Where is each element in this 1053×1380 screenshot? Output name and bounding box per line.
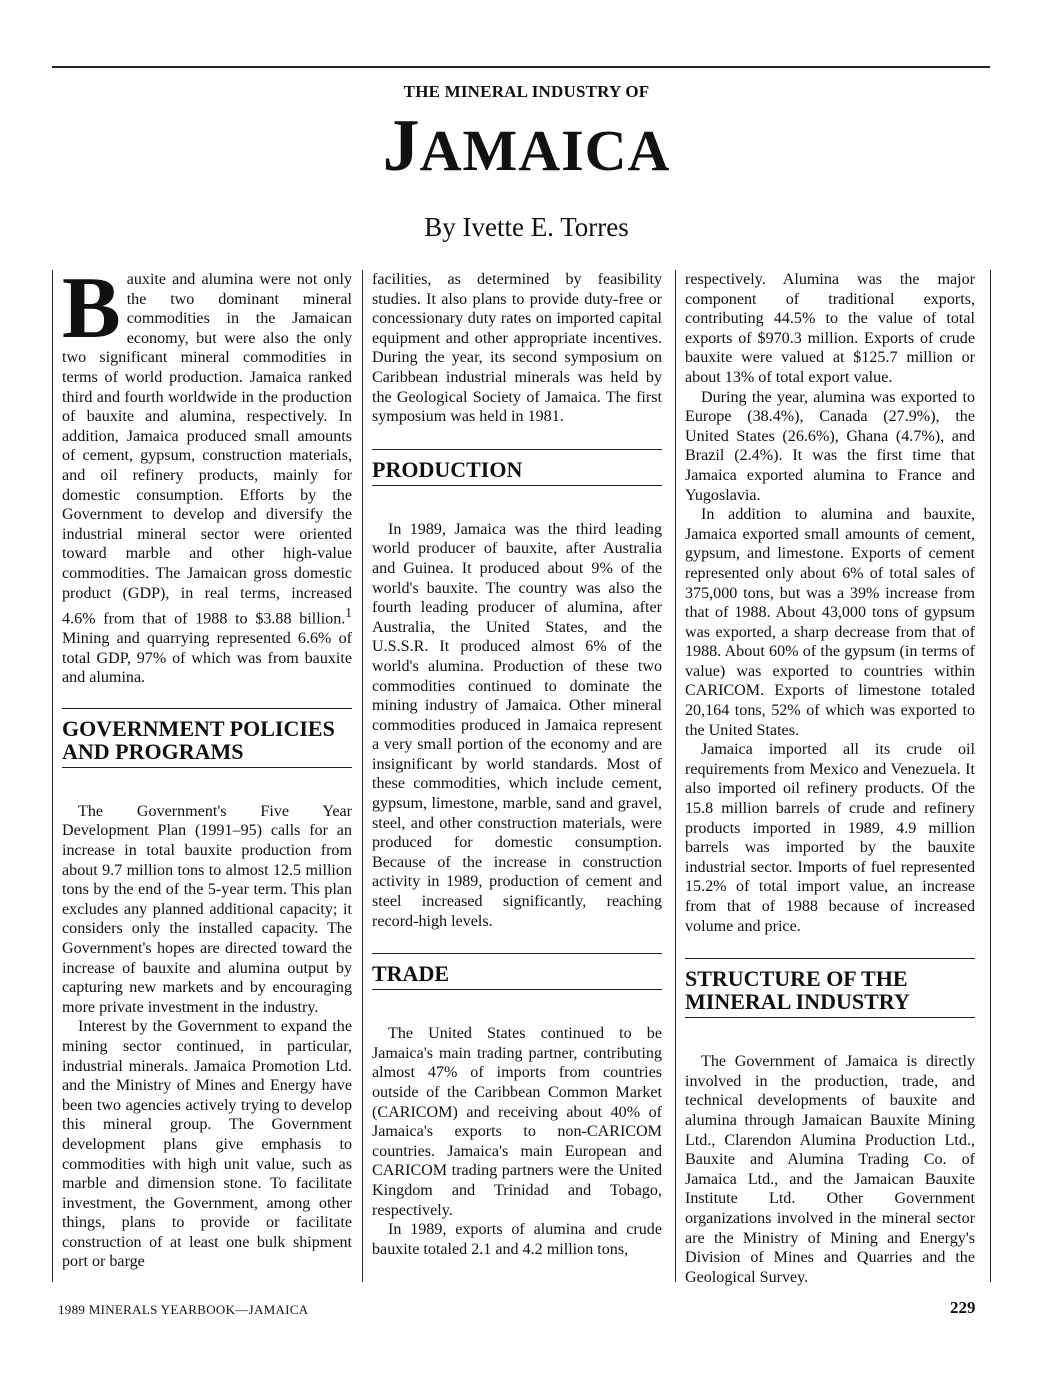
spacer xyxy=(372,504,662,520)
heading-production: PRODUCTION xyxy=(372,456,523,482)
intro-text: auxite and alumina were not only the two dominant mineral commodities in the Jamaican economy, but were also the only two significant mineral commodities in terms of world production. Jamaica ranked third and fourth worldwide in the production of bauxite and alumina, respectively. In addition, Jamaica produced small amounts of cement, gypsum, construction materials, and oil refinery products, mainly for domestic consumption. Efforts by the Government to develop and diversify the industrial mineral sector were oriented toward marble and other high-value commodities. The Jamaican gross domestic product (GDP), in real terms, increased 4.6% from that of 1988 to $3.88 billion. xyxy=(62,271,352,628)
heading-rule-top xyxy=(372,953,662,954)
column-3 xyxy=(685,270,975,1287)
column-2 xyxy=(372,270,662,1259)
article-kicker: THE MINERAL INDUSTRY OF xyxy=(403,82,650,101)
section-heading-government xyxy=(62,708,352,768)
intro-text-end: Mining and quarrying represented 6.6% of total GDP, 97% of which was from bauxite and alumina. xyxy=(62,630,352,687)
spacer xyxy=(62,786,352,802)
column-1 xyxy=(62,260,352,1272)
drop-cap: B xyxy=(62,260,121,357)
column-rule-middle-2 xyxy=(675,270,676,1282)
heading-structure: STRUCTURE OF THE MINERAL INDUSTRY xyxy=(685,966,910,1015)
imports-paragraph: Jamaica imported all its crude oil requirements from Mexico and Venezuela. It also imported oil refinery products. Of the 15.8 million barrels of crude and refinery products imported in 1989, 4.9 million barrels was imported by the bauxite industrial sector. Imports of fuel represented 15.2% of total import value, an increase from that of 1988 because of increased volume and price. xyxy=(685,741,975,935)
government-paragraph-1: The Government's Five Year Development Plan (1991–95) calls for an increase in total bauxite production from about 9.7 million tons to almost 12.5 million tons by the end of the 5-year term. This plan excludes any planned additional capacity; it considers only the installed capacity. The Government's hopes are directed toward the increase of bauxite and alumina output by capturing new markets and by encouraging more private investment in the industry. xyxy=(62,802,352,1016)
other-exports-paragraph: In addition to alumina and bauxite, Jamaica exported small amounts of cement, gypsum, and limestone. Exports of cement represented only about 6% of total sales of 375,000 tons, but was a 39% increase from that of 1988. About 43,000 tons of gypsum was exported, a sharp decrease from that of 1988. About 60% of the gypsum (in terms of value) was exported to countries within CARICOM. Exports of limestone totaled 20,164 tons, 52% of which was exported to the United States. xyxy=(685,506,975,739)
heading-rule-bottom xyxy=(685,1017,975,1018)
production-paragraph: In 1989, Jamaica was the third leading world producer of bauxite, after Australia and Guinea. It produced about 9% of the world's bauxite. The country was also the fourth leading producer of alumina, after Australia, the United States, and the U.S.S.R. It produced almost 6% of the world's alumina. Production of these two commodities continued to dominate the mining industry of Jamaica. Other mineral commodities produced in Jamaica represent a very small portion of the economy and are insignificant by world standards. Most of these commodities, which include cement, gypsum, limestone, marble, sand and gravel, steel, and other construction materials, were produced for domestic consumption. Because of the increase in construction activity in 1989, production of cement and steel increased significantly, reaching record-high levels. xyxy=(372,520,662,930)
heading-government-policies: GOVERNMENT POLICIES AND PROGRAMS xyxy=(62,715,335,764)
page-number: 229 xyxy=(950,1298,976,1317)
article-title xyxy=(0,104,1053,193)
trade-paragraph-1: The United States continued to be Jamaica's main trading partner, contributing almost 47% of imports from countries outside of the Caribbean Common Market (CARICOM) and receiving about 40% of Jamaica's exports to non-CARICOM countries. Jamaica's main European and CARICOM trading partners were the United Kingdom and Trinidad and Tobago, respectively. xyxy=(372,1025,662,1219)
structure-paragraph: The Government of Jamaica is directly involved in the production, trade, and technical developments of bauxite and alumina through Jamaican Bauxite Mining Ltd., Clarendon Alumina Production Ltd., Bauxite and Alumina Trading Co. of Jamaica Ltd., and the Jamaican Bauxite Institute Ltd. Other Government organizations involved in the mineral sector are the Ministry of Mining and Energy's Division of Mines and Quarries and the Geological Survey. xyxy=(685,1053,975,1286)
exports-destination-paragraph: During the year, alumina was exported to Europe (38.4%), Canada (27.9%), the United States (26.6%), Ghana (4.7%), and Brazil (2.4%). It was the first time that Jamaica exported alumina to France and Yugoslavia. xyxy=(685,388,975,504)
footnote-mark: 1 xyxy=(345,605,352,621)
trade-paragraph-2: In 1989, exports of alumina and crude bauxite totaled 2.1 and 4.2 million tons, xyxy=(372,1221,662,1258)
column-rule-middle-1 xyxy=(362,270,363,1282)
title-initial: J xyxy=(382,105,420,187)
spacer xyxy=(685,1036,975,1052)
heading-rule-top xyxy=(372,449,662,450)
intro-paragraph xyxy=(62,260,352,688)
heading-rule-top xyxy=(62,708,352,709)
footer-publication: 1989 MINERALS YEARBOOK—JAMAICA xyxy=(58,1302,309,1317)
section-heading-structure xyxy=(685,958,975,1018)
column-rule-right xyxy=(990,270,991,1282)
government-paragraph-2: Interest by the Government to expand the mining sector continued, in particular, industrial minerals. Jamaica Promotion Ltd. and the Ministry of Mines and Energy have been two agencies actively trying to develop this mineral group. The Government development plans give emphasis to commodities with high unit value, such as marble and dimension stone. To facilitate investment, the Government, among other things, plans to provide or facilitate construction of at least one bulk shipment port or barge xyxy=(62,1018,352,1271)
section-heading-trade xyxy=(372,953,662,990)
byline: By Ivette E. Torres xyxy=(424,212,629,242)
spacer xyxy=(372,1008,662,1024)
heading-trade: TRADE xyxy=(372,961,450,987)
column-3-continuation: respectively. Alumina was the major component of traditional exports, contributing 44.5% to the value of total exports of $970.3 million. Exports of crude bauxite were valued at $125.7 million or about 13% of total export value. xyxy=(685,271,975,386)
title-rest: AMAICA xyxy=(419,118,671,183)
heading-rule-bottom xyxy=(372,989,662,990)
column-rule-left xyxy=(52,270,53,1282)
heading-rule-top xyxy=(685,958,975,959)
heading-rule-bottom xyxy=(372,485,662,486)
heading-rule-bottom xyxy=(62,767,352,768)
column-2-continuation: facilities, as determined by feasibility studies. It also plans to provide duty-free or concessionary duty rates on imported capital equipment and other appropriate incentives. During the year, its second symposium on Caribbean industrial minerals was held by the Geological Society of Jamaica. The first symposium was held in 1981. xyxy=(372,271,662,426)
section-heading-production xyxy=(372,449,662,486)
top-rule xyxy=(52,66,990,68)
